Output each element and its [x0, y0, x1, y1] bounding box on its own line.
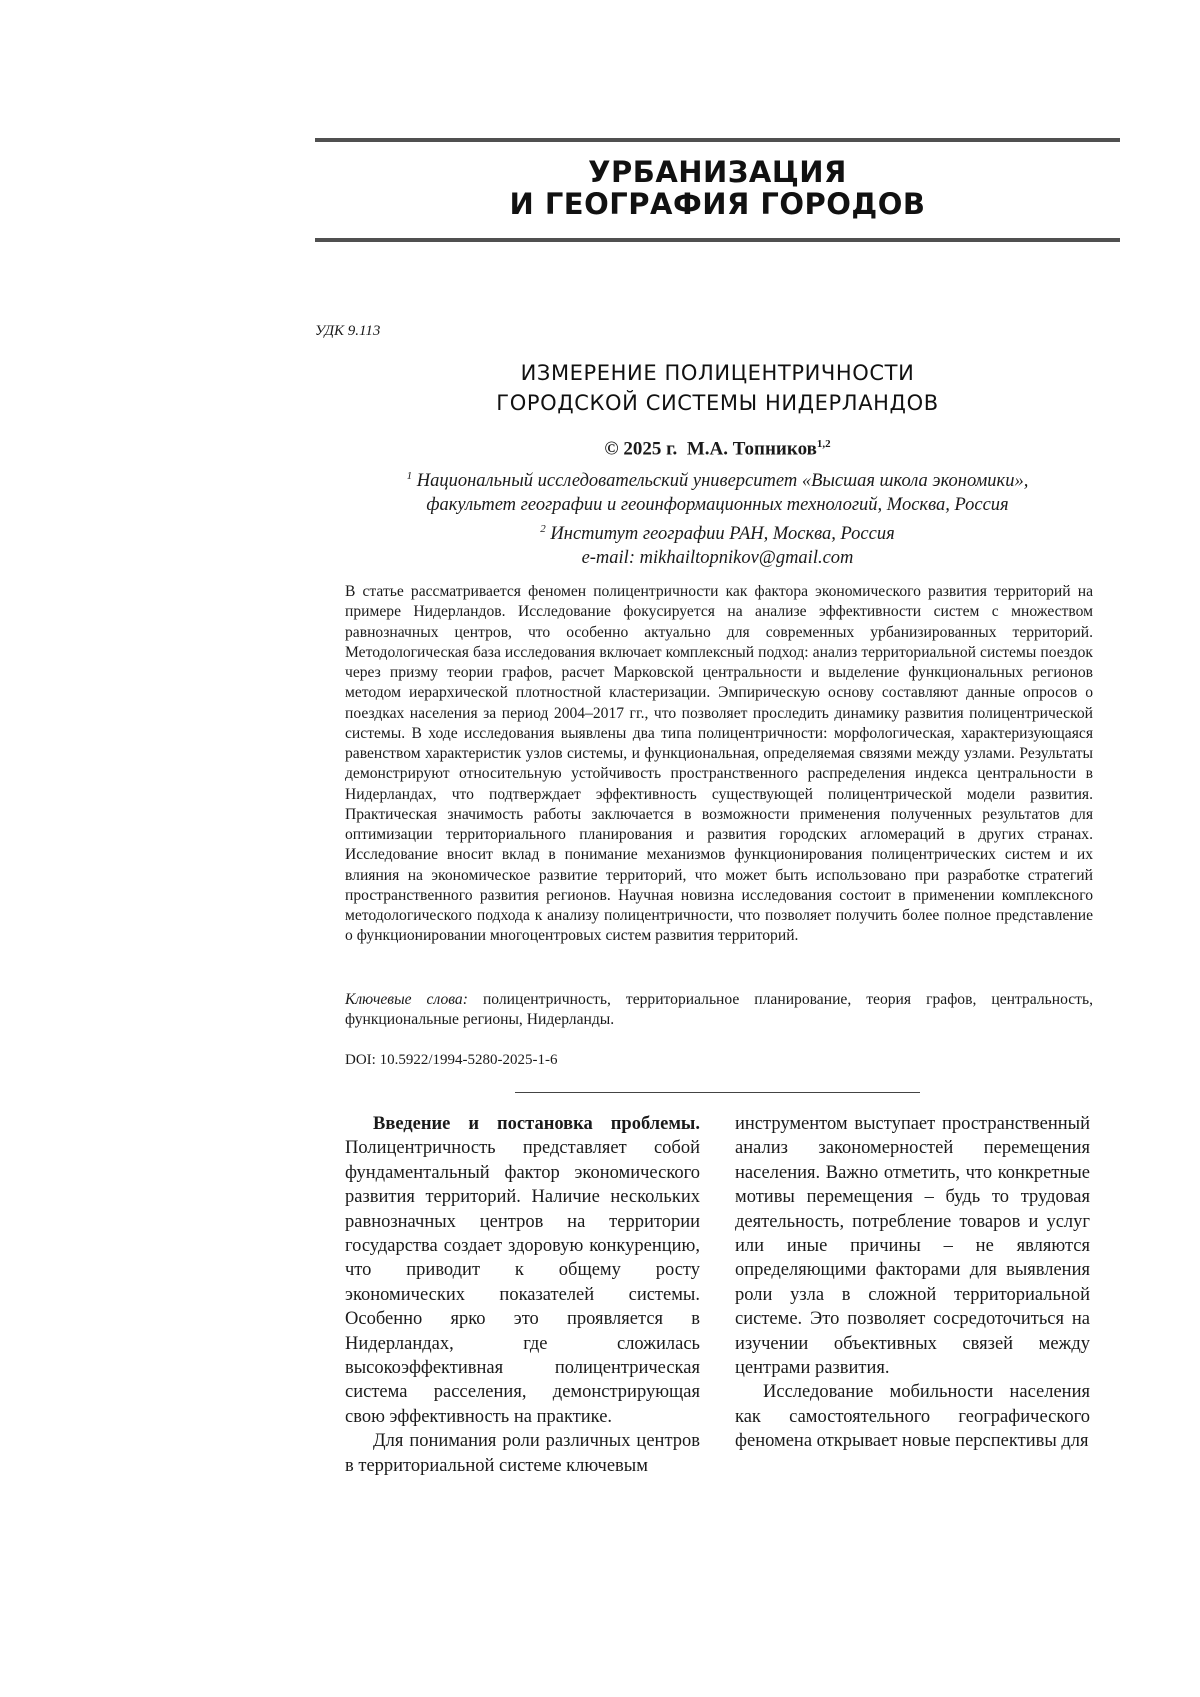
affiliation-1-mark: 1	[406, 470, 413, 482]
copyright: © 2025 г.	[604, 438, 678, 460]
intro-paragraph	[345, 1112, 700, 1429]
intro-heading: Введение и постановка проблемы.	[373, 1114, 700, 1134]
article-title-line1: ИЗМЕРЕНИЕ ПОЛИЦЕНТРИЧНОСТИ	[520, 361, 915, 385]
author-email: e-mail: mikhailtopnikov@gmail.com	[581, 548, 854, 569]
affiliation-1-line2: факультет географии и геоинформационных технологий, Москва, Россия	[426, 495, 1009, 516]
section-title	[315, 156, 1120, 220]
article-title-line2: ГОРОДСКОЙ СИСТЕМЫ НИДЕРЛАНДОВ	[496, 391, 939, 415]
article-title	[315, 358, 1120, 418]
intro-text: Полицентричность представляет собой фундаментальный фактор экономического развития территорий. Наличие нескольких равнозначных центров на территории государства создает здоровую конкуренцию, что приводит к общему росту экономических показателей системы. Особенно ярко это проявляется в Нидерландах, где сложилась высокоэффективная полицентрическая система расселения, демонстрирующая свою эффективность на практике.	[345, 1138, 700, 1427]
author-line	[315, 438, 1120, 460]
body-column-left	[345, 1112, 700, 1478]
keywords	[345, 990, 1093, 1031]
author-affiliation-marks: 1,2	[816, 438, 831, 450]
affiliation-2: $^2$ Институт географии РАН, Москва, Россия	[540, 523, 895, 545]
affiliations	[315, 464, 1120, 570]
section-title-line2: И ГЕОГРАФИЯ ГОРОДОВ	[509, 187, 926, 221]
keywords-list: полицентричность, территориальное планирование, теория графов, центральность, функциональные регионы, Нидерланды.	[345, 991, 1093, 1029]
affiliation-2-mark: 2	[540, 523, 546, 536]
abstract: В статье рассматривается феномен полицентричности как фактора экономического развития территорий на примере Нидерландов. Исследование фокусируется на анализе эффективности систем с множеством равнозначных центров, что особенно актуально для современных урбанизированных территорий. Методологическая база исследования включает комплексный подход: анализ территориальной системы поездок через призму теории графов, расчет Марковской центральности и выделение функциональных регионов методом иерархической плотностной кластеризации. Эмпирическую основу составляют данные опросов о поездках населения за период 2004–2017 гг., что позволяет проследить динамику развития полицентрической системы. В ходе исследования выявлены два типа полицентричности: морфологическая, характеризующаяся равенством характеристик узлов системы, и функциональная, определяемая связями между узлами. Результаты демонстрируют относительную устойчивость пространственного распределения индекса центральности в Нидерландах, что подтверждает эффективность существующей полицентрической модели развития. Практическая значимость работы заключается в возможности применения полученных результатов для оптимизации территориального планирования и развития городских агломераций в других странах. Исследование вносит вклад в понимание механизмов функционирования полицентрических систем и их влияния на экономическое развитие территорий, что может быть использовано при разработке стратегий пространственного развития регионов. Научная новизна исследования состоит в применении комплексного методологического подхода к анализу полицентричности, что позволяет получить более полное представление о функционировании многоцентровых систем развития территорий.	[345, 583, 1093, 945]
author-name: М.А. Топников	[686, 438, 817, 460]
section-divider	[515, 1092, 920, 1093]
udk-code: УДК 9.113	[315, 323, 381, 339]
affiliation-1-line1: $^1$ Национальный исследовательский университет «Высшая школа экономики»,	[406, 470, 1029, 492]
section-header	[315, 138, 1120, 242]
section-title-line1: УРБАНИЗАЦИЯ	[588, 155, 847, 189]
doi: DOI: 10.5922/1994-5280-2025-1-6	[345, 1052, 558, 1068]
paragraph-2-continued: инструментом выступает пространственный анализ закономерностей перемещения населения. Важно отметить, что конкретные мотивы перемещения – будь то трудовая деятельность, потребление товаров и услуг или иные причины – не являются определяющими факторами для выявления роли узла в сложной территориальной системе. Это позволяет сосредоточиться на изучении объективных связей между центрами развития.	[735, 1114, 1090, 1379]
keywords-label: Ключевые слова:	[345, 991, 468, 1008]
paragraph-2-start: Для понимания роли различных центров в территориальной системе ключевым	[345, 1431, 700, 1476]
body-column-right	[735, 1112, 1090, 1454]
paragraph-3: Исследование мобильности населения как самостоятельного географического феномена открывает новые перспективы для	[735, 1382, 1090, 1452]
